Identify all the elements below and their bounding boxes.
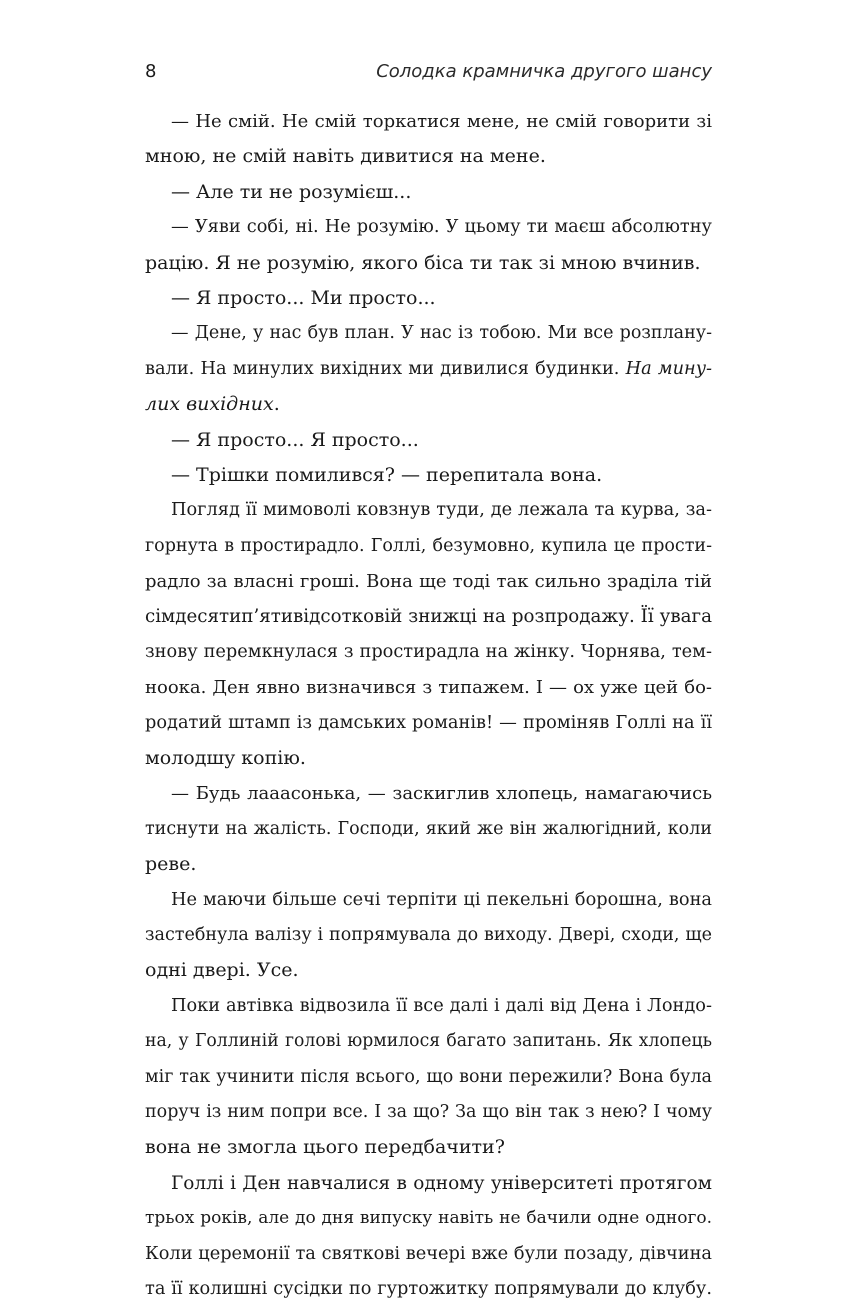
text-line xyxy=(145,316,712,351)
text-line-content: тиснути на жалість. Господи, який же він жалюгідний, коли xyxy=(145,818,712,839)
text-line-content: — Я просто... Ми просто... xyxy=(171,286,436,309)
text-line-content: — Будь лааасонька, — заскиглив хлопець, намагаючись xyxy=(171,783,712,805)
text-line xyxy=(145,599,712,634)
text-line-content: рацію. Я не розумію, якого біса ти так зі мною вчинив. xyxy=(145,251,701,274)
text-line xyxy=(145,706,712,741)
text-line-content: Не маючи більше сечі терпіти ці пекельні борошна, вона xyxy=(171,889,712,910)
text-line-content: одні двері. Усе. xyxy=(145,959,299,982)
text-line-content: Голлі і Ден навчалися в одному університеті протягом xyxy=(171,1172,712,1194)
text-line-content: застебнула валізу і попрямувала до виходу. Двері, сходи, ще xyxy=(145,924,712,945)
text-line xyxy=(145,1237,712,1272)
text-line-content: ноока. Ден явно визначився з типажем. І — ох уже цей бо- xyxy=(145,677,712,699)
text-line xyxy=(145,493,712,528)
text-line xyxy=(145,529,712,564)
text-line-content: Поки автівка відвозила її все далі і далі від Дена і Лондо- xyxy=(171,995,712,1016)
text-line-content: — Але ти не розумієш... xyxy=(171,180,412,203)
text-line xyxy=(145,1130,712,1165)
text-line-content: міг так учинити після всього, що вони пережили? Вона була xyxy=(145,1066,712,1087)
text-line-tail: . xyxy=(273,393,280,416)
text-line-content: Коли церемонії та святкові вечері вже були позаду, дівчина xyxy=(145,1243,712,1264)
text-line xyxy=(145,1024,712,1059)
italic-text: На мину- xyxy=(625,358,712,379)
text-line xyxy=(145,564,712,599)
text-line-content: — Я просто... Я просто... xyxy=(171,428,419,451)
text-line xyxy=(145,1060,712,1095)
text-line-content: — Трішки помилився? — перепитала вона. xyxy=(171,463,603,486)
text-line-content: поруч із ним попри все. І за що? За що він так з нею? І чому xyxy=(145,1101,712,1122)
text-line xyxy=(145,458,712,493)
text-line xyxy=(145,175,712,210)
text-line xyxy=(145,1166,712,1201)
text-line xyxy=(145,352,712,387)
text-line xyxy=(145,989,712,1024)
text-line xyxy=(145,139,712,174)
text-line xyxy=(145,246,712,281)
text-line xyxy=(145,918,712,953)
text-line xyxy=(145,1201,712,1236)
text-line xyxy=(145,423,712,458)
text-line-content: вона не змогла цього передбачити? xyxy=(145,1136,505,1159)
text-line-content: — Не смій. Не смій торкатися мене, не смій говорити зі xyxy=(171,111,712,132)
italic-text: лих вихідних xyxy=(145,393,274,416)
text-line xyxy=(145,883,712,918)
text-line-content: сімдесятип’ятивідсотковій знижці на розпродажу. Її увага xyxy=(145,606,712,628)
text-line-content: трьох років, але до дня випуску навіть не бачили одне одного. xyxy=(145,1208,712,1229)
running-title: Солодка крамничка другого шансу xyxy=(376,61,712,82)
text-line xyxy=(145,670,712,705)
text-line-content: — Уяви собі, ні. Не розумію. У цьому ти маєш абсолютну xyxy=(171,217,712,238)
text-line xyxy=(145,387,712,422)
text-line-content: — Дене, у нас був план. У нас із тобою. Ми все розплану- xyxy=(171,323,712,344)
text-line-content: та її колишні сусідки по гуртожитку попрямували до клубу. xyxy=(145,1278,712,1299)
text-line-content: горнута в простирадло. Голлі, безумовно, купила це прости- xyxy=(145,535,712,556)
text-line xyxy=(145,281,712,316)
text-line-content: знову перемкнулася з простирадла на жінку. Чорнява, тем- xyxy=(145,641,712,662)
text-line xyxy=(145,812,712,847)
page-number: 8 xyxy=(145,61,157,82)
text-line-content: Погляд її мимоволі ковзнув туди, де лежала та курва, за- xyxy=(171,500,712,521)
text-line-content: молодшу копію. xyxy=(145,747,306,770)
text-line xyxy=(145,1272,712,1307)
body-text xyxy=(145,104,712,1307)
running-header xyxy=(145,58,712,86)
text-line xyxy=(145,776,712,811)
text-line xyxy=(145,210,712,245)
text-line xyxy=(145,635,712,670)
text-line xyxy=(145,104,712,139)
text-line-content: реве. xyxy=(145,853,197,876)
text-line xyxy=(145,1095,712,1130)
text-line-content: на, у Голлиній голові юрмилося багато запитань. Як хлопець xyxy=(145,1031,712,1052)
text-line xyxy=(145,847,712,882)
text-line-content: родатий штамп із дамських романів! — проміняв Голлі на її xyxy=(145,712,712,733)
text-line-content: мною, не смій навіть дивитися на мене. xyxy=(145,145,546,168)
text-line-content: вали. На минулих вихідних ми дивилися будинки. xyxy=(145,358,626,379)
text-line xyxy=(145,741,712,776)
text-line xyxy=(145,953,712,988)
text-line-content: радло за власні гроші. Вона ще тоді так сильно зраділа тій xyxy=(145,571,712,593)
